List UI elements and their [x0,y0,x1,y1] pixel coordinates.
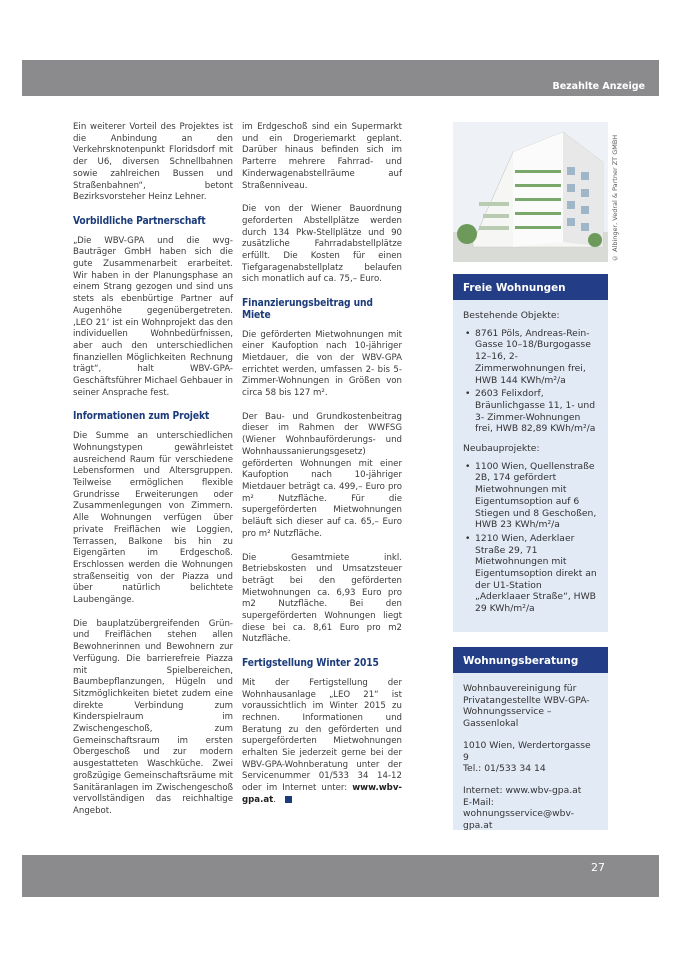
list-item: • 1100 Wien, Quellenstraße 2B, 174 gefördert Mietwohnungen mit Eigentumsoption auf 6 Stiegen und 8 Geschoßen, HWB 23 KWh/m²/a [463,461,598,531]
project-info-paragraph-1: Die Summe an unterschiedlichen Wohnungstypen gewährleistet ausreichend Raum für verschiedene Lebensformen und Altersgruppen. Teilweise ermöglichen flexible Grundrisse Erweiterungen oder Zusammenlegungen von Zimmern. Alle Wohnungen verfügen über private Freiflächen wie Loggien, Terrassen, Balkone bis hin zu Eigengärten im Erdgeschoß. Erschlossen werden die Wohnungen straßenseitig von der Piazza und über natürlich belichtete Laubengänge. [73,431,233,606]
address: 1010 Wien, Werdertorgasse 9 [463,739,591,763]
list-item: • 1210 Wien, Aderklaer Straße 29, 71 Mietwohnungen mit Eigentumsoption direkt an der U1-Station „Aderklaaer Straße“, HWB 29 KWh/m²/a [463,533,598,615]
heading-partnership: Vorbildliche Partnerschaft [73,215,206,227]
completion-text: Mit der Fertigstellung der Wohnhausanlage „LEO 21“ ist voraussichtlich im Winter 2015 zu rechnen. Informationen und Beratung zu den geförderten und supergeförderten Mietwohnungen erhalten Sie jederzeit gerne bei der WBV-GPA-Wohnberatung unter der Servicenummer 01/533 34 14-12 oder im Internet unter: [242,677,402,794]
free-apartments-box [453,274,608,632]
intro-paragraph: Ein weiterer Vorteil des Projektes ist die Anbindung an den Verkehrsknotenpunkt Floridsdorf mit der U6, diversen Schnellbahnen sowie zahlreichen Bussen und Straßenbahnen“, betont Bezirksvorsteher Heinz Lehner. [73,122,233,203]
website[interactable]: Internet: www.wbv-gpa.at [463,784,582,796]
footer-bar [22,855,659,897]
heading-completion: Fertigstellung Winter 2015 [242,658,379,670]
rent-paragraph: Die Gesamtmiete inkl. Betriebskosten und Umsatzsteuer beträgt bei den geförderten Mietwohnungen ca. 6,93 Euro pro m2 Nutzfläche. Bei den supergeförderten Wohnungen liegt diese bei ca. 8,61 Euro pro m2 Nutzfläche. [242,552,402,645]
shops-paragraph: im Erdgeschoß sind ein Supermarkt und ein Drogeriemarkt geplant. Darüber hinaus befinden sich im Parterre mehrere Fahrrad- und Kinderwagenabstellräume auf Straßenniveau. [242,122,402,191]
organization-name: Wohnbauvereinigung für Privatangestellte WBV-GPA-Wohnungsservice – Gassenlokal [463,683,590,730]
parking-paragraph: Die von der Wiener Bauordnung geforderten Abstellplätze werden durch 134 Pkw-Stellplätze und 90 zusätzliche Fahrradabstellplätze erfüllt. Die Kosten für einen Tiefgaragenabstellplatz belaufen sich monatlich auf ca. 75,– Euro. [242,204,402,285]
heading-financing: Finanzierungsbeitrag und Miete [242,298,373,321]
new-projects-list [463,461,598,615]
website-link[interactable]: www.wbv-gpa.at [242,783,402,805]
building-rendering-image [453,122,608,262]
housing-advice-title: Wohnungsberatung [453,647,608,673]
new-projects-label: Neubauprojekte: [463,443,540,455]
paid-ad-label: Bezahlte Anzeige [552,81,645,92]
project-info-paragraph-2: Die bauplatzübergreifenden Grün- und Freiflächen stehen allen Bewohnerinnen und Bewohnern zur Verfügung. Die barrierefreie Piazza mit Spielbereichen, Baumbepflanzungen, Hügeln und Sitzmöglichkeiten bietet zudem eine direkte Verbindung zum Kinderspielraum im Zwischengeschoß, zum Gemeinschaftsraum im ersten Obergeschoß und zur modern ausgestatteten Waschküche. Zwei großzügige Gemeinschaftsräume mit Sanitäranlagen im Zwischengeschoß vervollständigen das reichhaltige Angebot. [73,618,233,816]
email-address[interactable]: E-Mail: wohnungsservice@wbv-gpa.at [463,796,574,832]
phone-number: Tel.: 01/533 34 14 [463,763,546,775]
existing-objects-label: Bestehende Objekte: [463,310,560,321]
free-apartments-title: Freie Wohnungen [453,274,608,300]
header-bar [22,60,659,96]
end-mark [285,796,292,803]
partnership-paragraph: „Die WBV-GPA und die wvg-Bauträger GmbH haben sich die gute Zusammenarbeit erarbeitet. Wir haben in der Planungsphase an einem Strang gezogen und sind uns stets als ebenbürtige Partner auf Augenhöhe gegenübergetreten. ‚LEO 21‘ ist ein Wohnprojekt das den individuellen Wohnbedürfnissen, aber auch den unterschiedlichen finanziellen Möglichkeiten Rechnung trägt“, halt WBV-GPA-Geschäftsführer Michael Gehbauer in seiner Ansprache fest. [73,235,233,398]
heading-project-info: Informationen zum Projekt [73,411,210,423]
text-column-1 [73,122,233,830]
building-illustration [453,122,608,262]
text-column-2 [242,122,402,819]
list-item: • 8761 Pöls, Andreas-Rein-Gasse 10–18/Burgogasse 12–16, 2-Zimmerwohnungen frei, HWB 144 KWh/m²/a [463,328,598,387]
existing-objects-list [463,328,598,435]
completion-paragraph [242,678,402,807]
housing-advice-box [453,647,608,830]
page-number: 27 [591,861,605,874]
financing-paragraph-2: Der Bau- und Grundkostenbeitrag dieser im Rahmen der WWFSG (Wiener Wohnbauförderungs- und Wohnhaussanierungsgesetz) geförderten Wohnungen mit einer Kaufoption nach 10-jähriger Mietdauer beträgt ca. 499,– Euro pro m² Nutzfläche. Für die supergeförderten Mietwohnungen beläuft sich dieser auf ca. 65,– Euro pro m² Nutzfläche. [242,411,402,539]
list-item: • 2603 Felixdorf, Bräunlichgasse 11, 1- und 3- Zimmer-Wohnungen frei, HWB 82,89 KWh/m²/a [463,388,598,435]
financing-paragraph-1: Die geförderten Mietwohnungen mit einer Kaufoption nach 10-jähriger Mietdauer, die von der WBV-GPA errichtet werden, umfassen 2- bis 5-Zimmer-Wohnungen in Größen von circa 58 bis 127 m². [242,329,402,399]
photo-credit: © Albinger, Vedral & Partner ZT GMBH [611,134,619,262]
link-period: . [273,794,277,805]
